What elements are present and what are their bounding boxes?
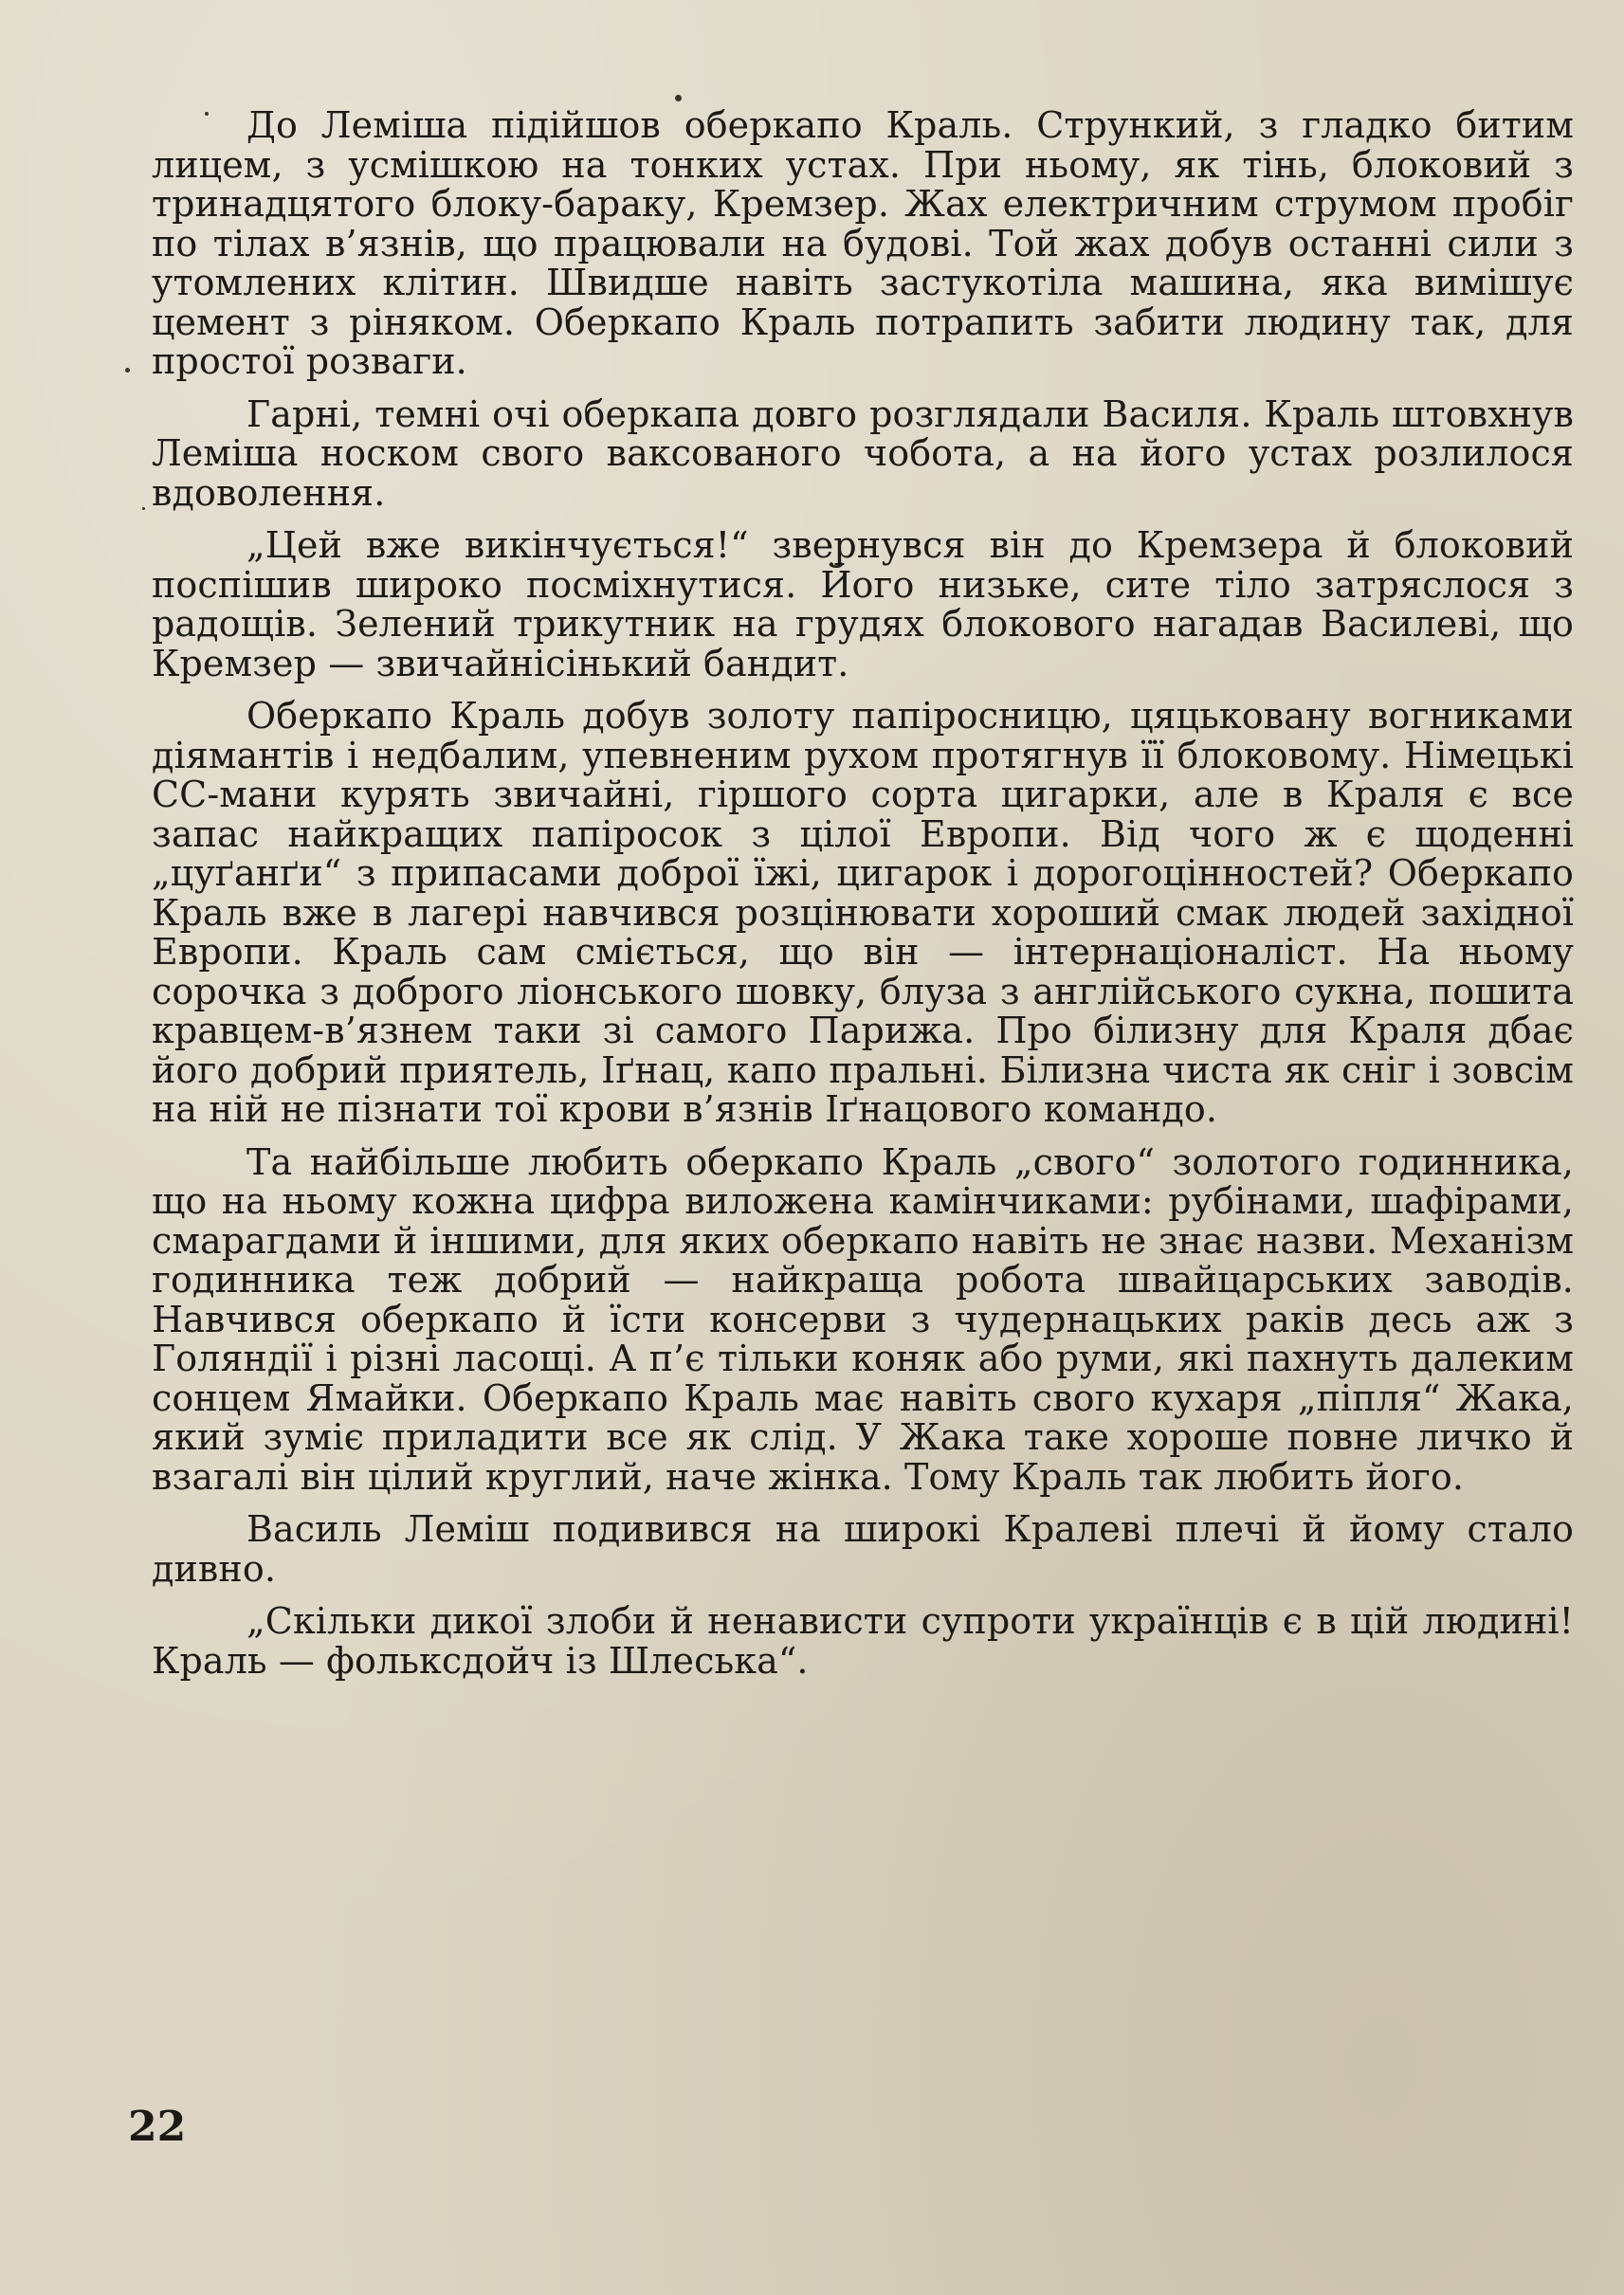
page-number: 22 [128,2103,187,2151]
ink-speck [205,112,209,116]
paragraph-1: До Леміша підійшов оберкапо Краль. Стрункий, з гладко битим лицем, з усмішкою на тонких устах. При ньому, як тінь, блоковий з тринадцятого блоку-бараку, Кремзер. Жах електричним струмом пробіг по тілах в’язнів, що працювали на будові. Той жах добув останні сили з утомлених клітин. Швидше навіть застукотіла машина, яка вимішує цемент з ріняком. Оберкапо Краль потрапить забити людину так, для простої розваги. [152,104,1574,382]
paragraph-2: Гарні, темні очі оберкапа довго розглядали Василя. Краль штовхнув Леміша носком свого ваксованого чобота, а на його устах розлилося вдоволення. [152,392,1574,514]
ink-speck [142,507,145,510]
paragraph-4: Оберкапо Краль добув золоту папіросницю, цяцьковану вогниками діямантів і недбалим, упевненим рухом протягнув її блоковому. Німецькі СС-мани курять звичайні, гіршого сорта цигарки, але в Краля є все запас найкращих папіросок з цілої Европи. Від чого ж є щоденні „цуґанґи“ з припасами доброї їжі, цигарок і дорогоцінностей? Оберкапо Краль вже в лагері навчився розцінювати хороший смак людей західної Европи. Краль сам сміється, що він — інтернаціоналіст. На ньому сорочка з доброго ліонського шовку, блуза з англійського сукна, пошита кравцем-в’язнем таки зі самого Парижа. Про білизну для Краля дбає його добрий приятель, Іґнац, капо пральні. Білизна чиста як сніг і зовсім на ній не пізнати тої крови в’язнів Іґнацового командо. [152,695,1574,1130]
paragraph-7: „Скільки дикої злоби й ненависти супроти українців є в цій людині! Краль — фолькcдойч із Шлеська“. [152,1600,1574,1682]
paragraph-6: Василь Леміш подивився на широкі Кралеві плечі й йому стало дивно. [152,1508,1574,1590]
paragraph-3: „Цей вже викінчується!“ звернувся він до Кремзера й блоковий поспішив широко посміхнутися. Його низьке, сите тіло затряслося з радощів. Зелений трикутник на грудях блокового нагадав Василеві, що Кремзер — звичайнісінький бандит. [152,524,1574,684]
ink-speck [675,95,682,101]
page-body [152,106,1574,1694]
paragraph-5: Та найбільше любить оберкапо Краль „свого“ золотого годинника, що на ньому кожна цифра виложена камінчиками: рубінами, шафірами, смарагдами й іншими, для яких оберкапо навіть не знає назви. Механізм годинника теж добрий — найкраща робота швайцарських заводів. Навчився оберкапо й їсти консерви з чудернацьких раків десь аж з Голяндії і різні ласощі. А п’є тільки коняк або руми, які пахнуть далеким сонцем Ямайки. Оберкапо Краль має навіть свого кухаря „піпля“ Жака, який зуміє приладити все як слід. У Жака таке хороше повне личко й взагалі він цілий круглий, наче жінка. Тому Краль так любить його. [152,1140,1574,1498]
ink-speck [125,368,130,373]
